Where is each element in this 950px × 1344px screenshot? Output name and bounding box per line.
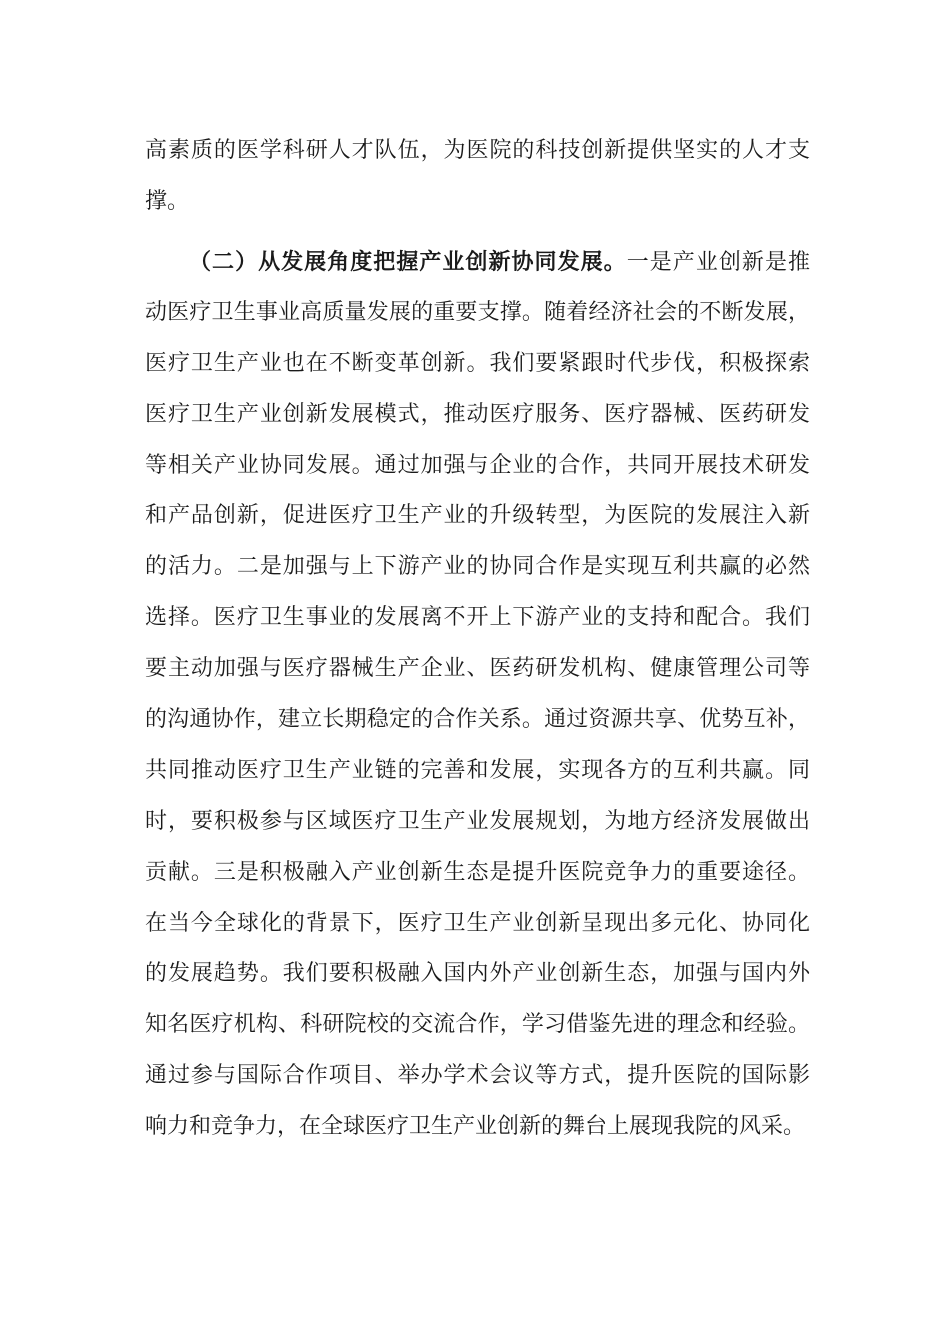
section-heading: （二）从发展角度把握产业创新协同发展。	[189, 249, 627, 275]
paragraph-line: 的沟通协作，建立长期稳定的合作关系。通过资源共享、优势互补，	[145, 707, 810, 733]
continuation-paragraph	[145, 126, 810, 228]
paragraph-line: 医疗卫生产业创新发展模式，推动医疗服务、医疗器械、医药研发	[145, 401, 810, 427]
paragraph-line: 动医疗卫生事业高质量发展的重要支撑。随着经济社会的不断发展，	[145, 299, 810, 325]
paragraph-line: 响力和竞争力，在全球医疗卫生产业创新的舞台上展现我院的风采。	[145, 1114, 806, 1140]
paragraph-line: 知名医疗机构、科研院校的交流合作，学习借鉴先进的理念和经验。	[145, 1012, 810, 1038]
paragraph-line: 的活力。二是加强与上下游产业的协同合作是实现互利共赢的必然	[145, 554, 810, 580]
paragraph-line: 选择。医疗卫生事业的发展离不开上下游产业的支持和配合。我们	[145, 605, 810, 631]
paragraph-line: 撑。	[145, 188, 190, 214]
paragraph-line: 时，要积极参与区域医疗卫生产业发展规划，为地方经济发展做出	[145, 808, 810, 834]
paragraph-line: 医疗卫生产业也在不断变革创新。我们要紧跟时代步伐，积极探索	[145, 350, 810, 376]
paragraph-line: 的发展趋势。我们要积极融入国内外产业创新生态，加强与国内外	[145, 961, 810, 987]
section-first-line	[145, 237, 810, 288]
section-first-line-text: 一是产业创新是推	[626, 250, 810, 275]
paragraph-line: 等相关产业协同发展。通过加强与企业的合作，共同开展技术研发	[145, 452, 810, 478]
paragraph-line: 共同推动医疗卫生产业链的完善和发展，实现各方的互利共赢。同	[145, 757, 810, 783]
paragraph-line: 和产品创新，促进医疗卫生产业的升级转型，为医院的发展注入新	[145, 503, 810, 529]
paragraph-line: 在当今全球化的背景下，医疗卫生产业创新呈现出多元化、协同化	[145, 910, 810, 936]
section-paragraph	[145, 237, 810, 1153]
paragraph-line: 通过参与国际合作项目、举办学术会议等方式，提升医院的国际影	[145, 1063, 810, 1089]
paragraph-line: 贡献。三是积极融入产业创新生态是提升医院竞争力的重要途径。	[145, 859, 810, 885]
paragraph-line: 高素质的医学科研人才队伍，为医院的科技创新提供坚实的人才支	[145, 138, 810, 163]
paragraph-line: 要主动加强与医疗器械生产企业、医药研发机构、健康管理公司等	[145, 656, 810, 682]
